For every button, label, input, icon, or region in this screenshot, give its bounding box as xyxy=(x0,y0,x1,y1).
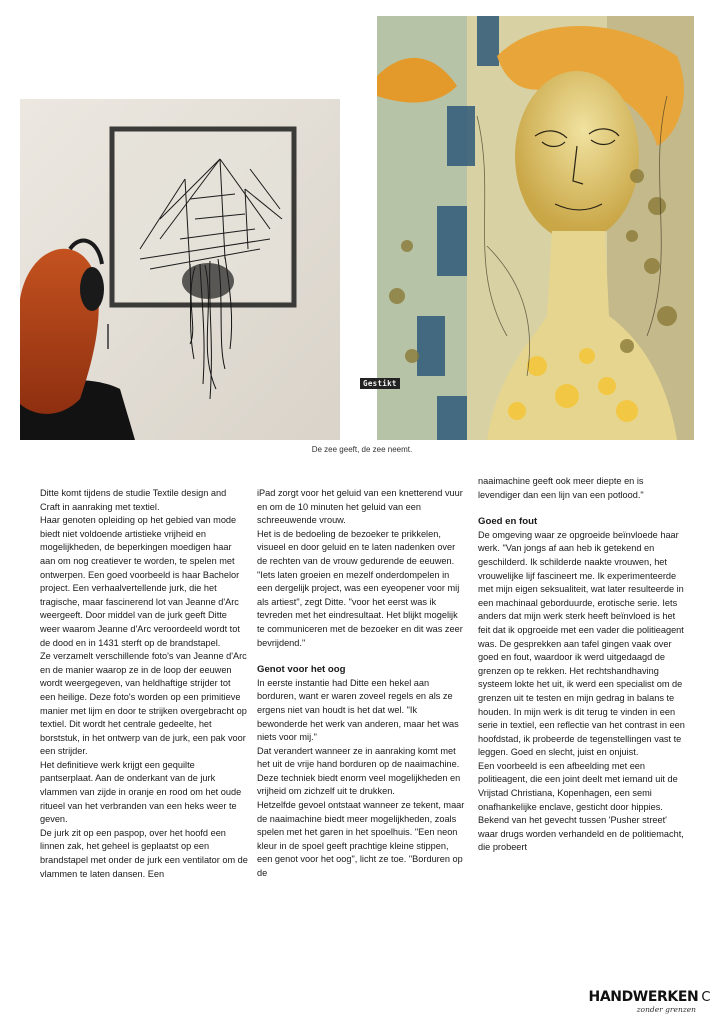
section-heading: Genot voor het oog xyxy=(257,664,346,676)
artwork-photo-portrait xyxy=(377,16,694,440)
magazine-logo xyxy=(589,990,711,1014)
paragraph: Een voorbeeld is een afbeelding met een politieagent, die een joint deelt met iemand uit de Vrijstad Christiana, Kopenhagen, een semi onafhankelijke enclave, gesticht door hippies. Bekend van het gevecht tussen 'Pusher street' waar drugs worden verhandeld en de politiemacht, die probeert xyxy=(478,760,684,853)
paragraph: In eerste instantie had Ditte een hekel aan borduren, want er waren zoveel regels en als ze ergens niet van houdt is het dat wel. "Ik bewonderde het werk van anderen, maar het was niets voor mij." xyxy=(257,677,459,743)
woman-viewing-framed-ship-artwork-icon xyxy=(20,99,340,440)
artwork-photo-ship xyxy=(20,99,340,440)
paragraph: De jurk zit op een paspop, over het hoofd een linnen zak, het geheel is geplaatst op een brandstapel met onder de jurk een ventilator om de vlammen te laten dansen. Een xyxy=(40,827,248,879)
text-column-3 xyxy=(478,475,686,855)
photo-caption: De zee geeft, de zee neemt. xyxy=(311,445,413,454)
text-column-2 xyxy=(257,487,465,881)
section-heading: Goed en fout xyxy=(478,516,538,528)
hook-glyph-icon: С xyxy=(701,990,710,1005)
paragraph: De omgeving waar ze opgroeide beïnvloede haar werk. "Van jongs af aan heb ik getekend en geschilderd. Ik schilderde naakte vrouwen, het vrouwelijke lijf fascineert me. Ik experimenteerde met mijn eigen seksualiteit, wat later resulteerde in een machinaal geborduurde, erotische serie. Iets anders dat mijn werk sterk heeft beïnvloed is het feit dat ik opgroeide met een vader die politieagent was. De gesprekken aan tafel gingen vaak over goed en fout, waardoor ik werd uitgedaagd de grenzen op te rekken. Het rechtshandhaving systeem lokte het uit, ik werd een specialist om de grenzen uit te testen en mijn gedrag in balans te houden. In mijn werk is dit terug te vinden in een serie in textiel, een reflectie van het contrast in een hoofdstad, ik probeerde de tegenstellingen vast te leggen. Goed en slecht, juist en onjuist. xyxy=(478,529,685,758)
logo-main-text: HANDWERKEN xyxy=(588,989,699,1005)
embroidered-portrait-artwork-icon xyxy=(377,16,694,440)
logo-subtitle: zonder grenzen xyxy=(636,1005,696,1014)
text-column-1 xyxy=(40,487,248,881)
paragraph: naaimachine geeft ook meer diepte en is levendiger dan een lijn van een potlood." xyxy=(478,476,644,500)
paragraph: Haar genoten opleiding op het gebied van mode biedt niet voldoende artistieke vrijheid en mogelijkheden, de beperkingen moedigen haar aan om nog creatiever te worden, te spelen met ontwerpen. Een goed voorbeeld is haar Bachelor project. Een verhaalvertellende jurk, die het tragische, maar fascinerend lot van Jeanne d'Arc weergeeft. Door middel van de jurk geeft Ditte weer waarom Jeanne d'Arc veroordeeld wordt tot de dood en in 1431 sterft op de brandstapel. xyxy=(40,515,240,648)
paragraph: Ditte komt tijdens de studie Textile design and Craft in aanraking met textiel. xyxy=(40,488,227,512)
photo-tag-label: Gestikt xyxy=(360,378,400,389)
paragraph: Het definitieve werk krijgt een gequilte pantserplaat. Aan de onderkant van de jurk vlammen van zijde in oranje en rood om het oude ritueel van het verbranden van een heks weer te geven. xyxy=(40,759,242,825)
logo-wordmark xyxy=(589,990,711,1005)
paragraph: Dat verandert wanneer ze in aanraking komt met het uit de vrije hand borduren op de naaimachine. Deze techniek biedt enorm veel mogelijkheden en vrijheid om zichzelf uit te drukken. xyxy=(257,745,461,797)
paragraph: Hetzelfde gevoel ontstaat wanneer ze tekent, maar de naaimachine biedt meer mogelijkheden, zoals spelen met het garen in het spoelhuis. "Een neon kleur in de spoel geeft prachtige kleine stippen, een genot voor het oog", licht ze toe. "Borduren op de xyxy=(257,800,465,879)
paragraph: Het is de bedoeling de bezoeker te prikkelen, visueel en door geluid en te laten nadenken over de rechten van de vrouw gedurende de eeuwen. "Iets laten groeien en mezelf onderdompelen in een dergelijk project, was een eyeopener voor mij als artiest", zegt Ditte. "voor het eerst was ik tevreden met het eindresultaat. Het blijkt mogelijk te communiceren met de bezoeker en dit was zeer bevrijdend." xyxy=(257,528,463,648)
paragraph: iPad zorgt voor het geluid van een knetterend vuur en om de 10 minuten het geluid van een schreeuwende vrouw. xyxy=(257,488,463,526)
paragraph: Ze verzamelt verschillende foto's van Jeanne d'Arc en de manier waarop ze in de loop der eeuwen wordt weergegeven, van heldhaftige strijder tot een heilige. Deze foto's worden op een primitieve manier met lijm en door te strijken overgebracht op textiel. Dit wordt het centrale gedeelte, het borststuk, in het ontwerp van de jurk, een pak voor een strijder. xyxy=(40,651,247,757)
